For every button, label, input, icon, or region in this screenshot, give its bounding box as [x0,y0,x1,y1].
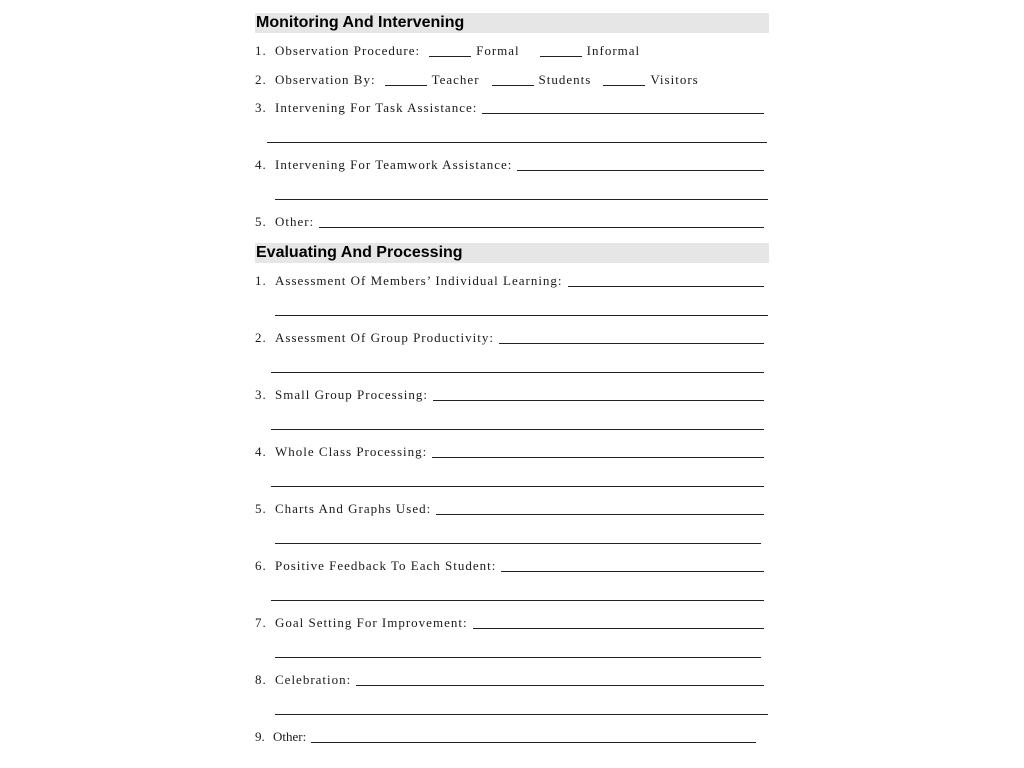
observation-procedure-row [255,37,769,66]
item-label: Celebration: [275,671,352,687]
item-label: Charts And Graphs Used: [275,500,432,516]
item-number: 6. [255,557,267,573]
whole-class-processing-blank[interactable] [432,446,764,458]
option-teacher: Teacher [431,71,480,87]
option-formal: Formal [476,43,520,59]
teamwork-assistance-row [255,151,769,180]
item-label: Goal Setting For Improvement: [275,614,468,630]
individual-learning-row [255,267,769,296]
positive-feedback-blank[interactable] [501,560,764,572]
item-label: Assessment Of Members’ Individual Learning: [275,272,563,288]
item-number: 4. [255,157,267,173]
item-label: Small Group Processing: [275,386,428,402]
item-number: 3. [255,386,267,402]
item-number: 8. [255,671,267,687]
option-visitors: Visitors [650,71,699,87]
visitors-blank[interactable] [603,74,645,86]
goal-setting-row [255,609,769,638]
section-title: Evaluating And Processing [256,243,463,261]
monitoring-other-blank[interactable] [319,216,764,228]
item-label: Positive Feedback To Each Student: [275,557,497,573]
individual-learning-continuation[interactable] [255,295,769,324]
group-productivity-row [255,324,769,353]
celebration-continuation[interactable] [255,694,769,723]
item-label: Assessment Of Group Productivity: [275,329,494,345]
item-number: 2. [255,71,267,87]
option-students: Students [538,71,592,87]
small-group-processing-blank[interactable] [433,389,764,401]
teacher-blank[interactable] [385,74,427,86]
evaluating-other-row [255,723,769,752]
group-productivity-continuation[interactable] [255,352,769,381]
item-number: 1. [255,43,267,59]
item-number: 2. [255,329,267,345]
evaluating-other-blank[interactable] [311,731,756,743]
small-group-processing-continuation[interactable] [255,409,769,438]
item-number: 5. [255,214,267,230]
individual-learning-blank[interactable] [568,275,764,287]
informal-blank[interactable] [540,45,582,57]
students-blank[interactable] [492,74,534,86]
item-number: 3. [255,100,267,116]
formal-blank[interactable] [429,45,471,57]
celebration-row [255,666,769,695]
whole-class-processing-continuation[interactable] [255,466,769,495]
item-label: Other: [273,728,307,744]
item-number: 9. [255,728,265,744]
teamwork-assistance-continuation[interactable] [255,180,769,209]
task-assistance-continuation[interactable] [255,123,769,152]
item-number: 5. [255,500,267,516]
positive-feedback-row [255,552,769,581]
section-header-evaluating [255,243,769,263]
group-productivity-blank[interactable] [499,332,764,344]
celebration-blank[interactable] [356,674,764,686]
charts-graphs-continuation[interactable] [255,523,769,552]
observation-by-row [255,66,769,95]
item-label: Other: [275,214,315,230]
item-label: Intervening For Task Assistance: [275,100,478,116]
charts-graphs-row [255,495,769,524]
task-assistance-row [255,94,769,123]
monitoring-other-row [255,208,769,237]
item-label: Whole Class Processing: [275,443,428,459]
item-label: Observation By: [275,71,376,87]
whole-class-processing-row [255,438,769,467]
item-label: Intervening For Teamwork Assistance: [275,157,513,173]
section-title: Monitoring And Intervening [256,14,465,31]
item-number: 7. [255,614,267,630]
form-page [255,13,769,751]
teamwork-assistance-blank[interactable] [517,159,764,171]
goal-setting-continuation[interactable] [255,637,769,666]
item-number: 1. [255,272,267,288]
positive-feedback-continuation[interactable] [255,580,769,609]
task-assistance-blank[interactable] [482,102,764,114]
section-header-monitoring [255,13,769,33]
charts-graphs-blank[interactable] [436,503,764,515]
option-informal: Informal [586,43,641,59]
small-group-processing-row [255,381,769,410]
goal-setting-blank[interactable] [473,617,764,629]
item-number: 4. [255,443,267,459]
item-label: Observation Procedure: [275,43,421,59]
